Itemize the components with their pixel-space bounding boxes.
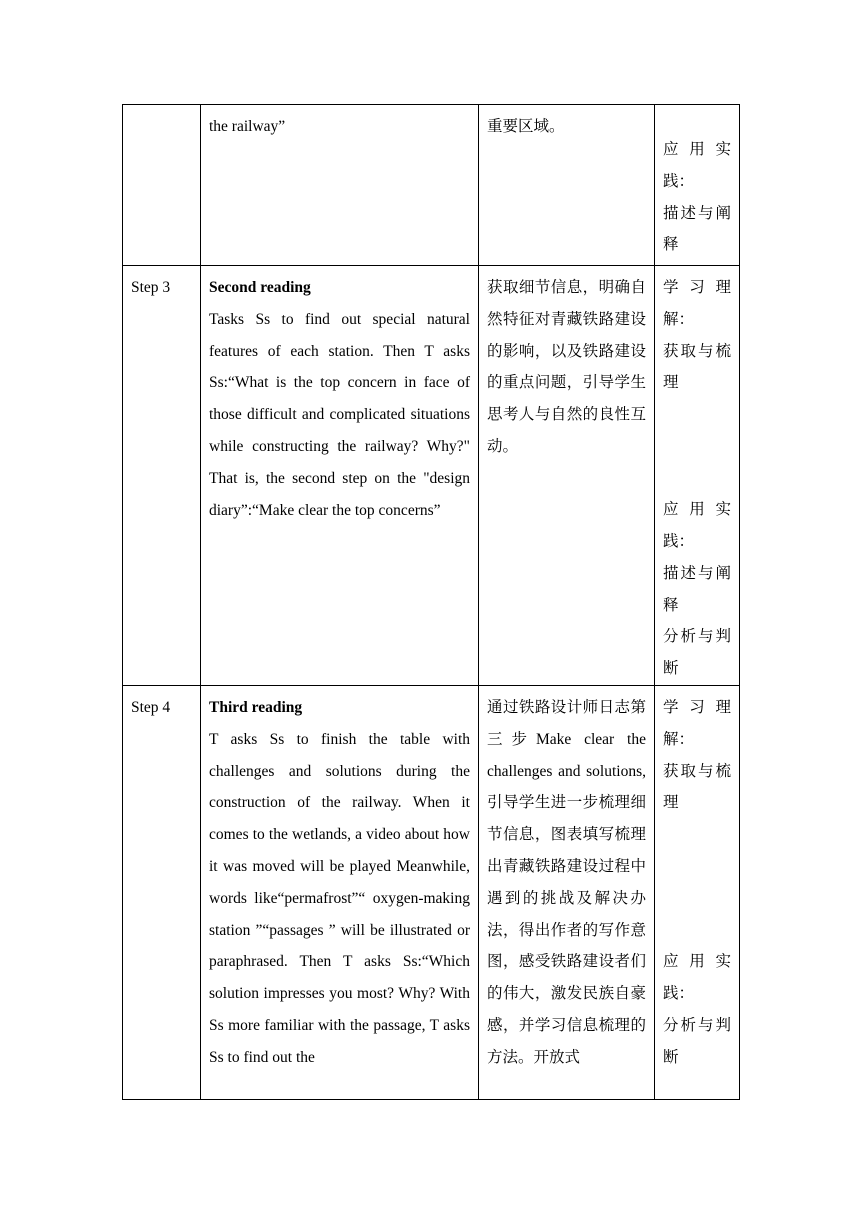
category-label: 应用实践：	[663, 953, 731, 1002]
step-cell: Step 3	[123, 266, 201, 686]
purpose-cell	[479, 105, 655, 266]
activity-heading: Second reading	[209, 279, 311, 296]
purpose-text: 获取细节信息，明确自然特征对青藏铁路建设的影响，以及铁路建设的重点问题，引导学生思考人与自然的良性互动。	[487, 279, 646, 455]
activity-text: T asks Ss to finish the table with challenges and solutions during the construction of the railway. When it comes to the wetlands, a video about how it was moved will be played Meanwhile, words like“permafrost”“ oxygen-making station ”“passages ” will be illustrated or paraphrased. Then T asks Ss:“Which solution impresses you most? Why? With Ss more familiar with the passage, T asks Ss to find out the	[209, 730, 470, 1066]
category-label: 分析与判断	[663, 1016, 731, 1066]
category-label: 应用实践：	[663, 141, 731, 190]
activity-text: the railway”	[209, 118, 286, 135]
category-cell	[655, 685, 740, 1099]
category-label: 学习理解：	[663, 279, 731, 328]
table-row	[123, 685, 740, 1099]
activity-cell	[201, 685, 479, 1099]
step-cell	[123, 105, 201, 266]
purpose-cell	[479, 266, 655, 686]
category-cell	[655, 266, 740, 686]
activity-cell	[201, 105, 479, 266]
activity-cell	[201, 266, 479, 686]
category-label: 应用实践：	[663, 501, 731, 550]
category-label: 描述与阐释	[663, 204, 731, 254]
category-label: 获取与梳理	[663, 342, 731, 392]
activity-heading: Third reading	[209, 698, 303, 716]
step-cell: Step 4	[123, 685, 201, 1099]
purpose-text: 重要区域。	[487, 118, 565, 135]
category-label: 获取与梳理	[663, 762, 731, 812]
lesson-plan-table	[122, 104, 740, 1100]
table-row	[123, 266, 740, 686]
purpose-text: 通过铁路设计师日志第三步Make clear the challenges and solutions,引导学生进一步梳理细节信息，图表填写梳理出青藏铁路建设过程中遇到的挑战及解决办法，得出作者的写作意图，感受铁路建设者们的伟大，激发民族自豪感，并学习信息梳理的方法。开放式	[487, 698, 646, 1066]
category-label: 描述与阐释	[663, 564, 731, 614]
purpose-cell	[479, 685, 655, 1099]
category-label: 学习理解：	[663, 698, 731, 748]
table-row	[123, 105, 740, 266]
category-cell	[655, 105, 740, 266]
activity-text: Tasks Ss to find out special natural features of each station. Then T asks Ss:“What is the top concern in face of those difficult and complicated situations while constructing the railway? Why?" That is, the second step on the "design diary”:“Make clear the top concerns”	[209, 310, 470, 519]
category-label: 分析与判断	[663, 628, 731, 678]
